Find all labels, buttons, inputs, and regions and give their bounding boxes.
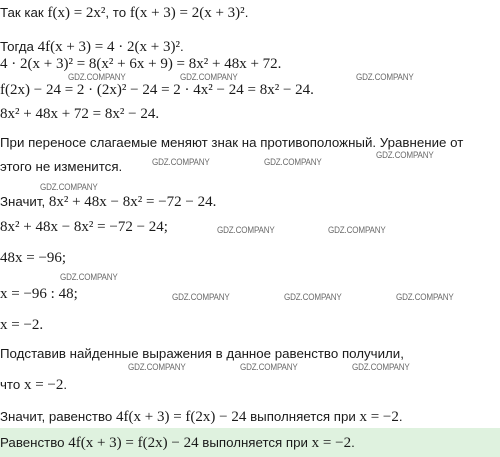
watermark: GDZ.COMPANY xyxy=(40,182,98,193)
paragraph-conclusion: Значит, равенство 4f(x + 3) = f(2x) − 24 выполняется при x = −2. xyxy=(0,409,403,425)
line-equation: 8x² + 48x + 72 = 8x² − 24. xyxy=(0,106,160,122)
paragraph-transfer-2: этого не изменится. xyxy=(0,159,123,174)
watermark: GDZ.COMPANY xyxy=(217,225,275,236)
line-expand: 4 · 2(x + 3)² = 8(x² + 6x + 9) = 8x² + 48x + 72. xyxy=(0,56,282,72)
watermark: GDZ.COMPANY xyxy=(352,362,410,373)
paragraph-substitute-2: что x = −2. xyxy=(0,377,68,393)
line-step2: 48x = −96; xyxy=(0,250,67,266)
math-fx: f(x) = 2x² xyxy=(47,5,106,21)
watermark: GDZ.COMPANY xyxy=(396,292,454,303)
watermark: GDZ.COMPANY xyxy=(180,72,238,83)
math-4fx3: 4f(x + 3) = 4 · 2(x + 3)² xyxy=(37,39,180,55)
answer-text: Равенство 4f(x + 3) = f(2x) − 24 выполняется при x = −2. xyxy=(0,435,355,451)
watermark: GDZ.COMPANY xyxy=(60,272,118,283)
line-step1: 8x² + 48x − 8x² = −72 − 24; xyxy=(0,219,168,235)
watermark: GDZ.COMPANY xyxy=(240,362,298,373)
watermark: GDZ.COMPANY xyxy=(68,72,126,83)
math-so-eq: 8x² + 48x − 8x² = −72 − 24. xyxy=(48,194,217,210)
paragraph-transfer-1: При переносе слагаемые меняют знак на противоположный. Уравнение от xyxy=(0,135,464,150)
line-f2x: f(2x) − 24 = 2 · (2x)² − 24 = 2 · 4x² − 24 = 8x² − 24. xyxy=(0,82,314,98)
watermark: GDZ.COMPANY xyxy=(128,362,186,373)
watermark: GDZ.COMPANY xyxy=(264,157,322,168)
line-so: Значит, 8x² + 48x − 8x² = −72 − 24. xyxy=(0,194,217,210)
watermark: GDZ.COMPANY xyxy=(376,150,434,161)
watermark: GDZ.COMPANY xyxy=(152,157,210,168)
watermark: GDZ.COMPANY xyxy=(328,225,386,236)
watermark: GDZ.COMPANY xyxy=(356,72,414,83)
line-given: Так как f(x) = 2x², то f(x + 3) = 2(x + 3)². xyxy=(0,5,249,21)
paragraph-substitute-1: Подставив найденные выражения в данное равенство получили, xyxy=(0,346,404,361)
line-step3: x = −96 : 48; xyxy=(0,286,78,302)
line-step4: x = −2. xyxy=(0,317,44,333)
math-fx3: f(x + 3) = 2(x + 3)² xyxy=(129,5,245,21)
line-then: Тогда 4f(x + 3) = 4 · 2(x + 3)². xyxy=(0,39,184,55)
watermark: GDZ.COMPANY xyxy=(172,292,230,303)
watermark: GDZ.COMPANY xyxy=(284,292,342,303)
